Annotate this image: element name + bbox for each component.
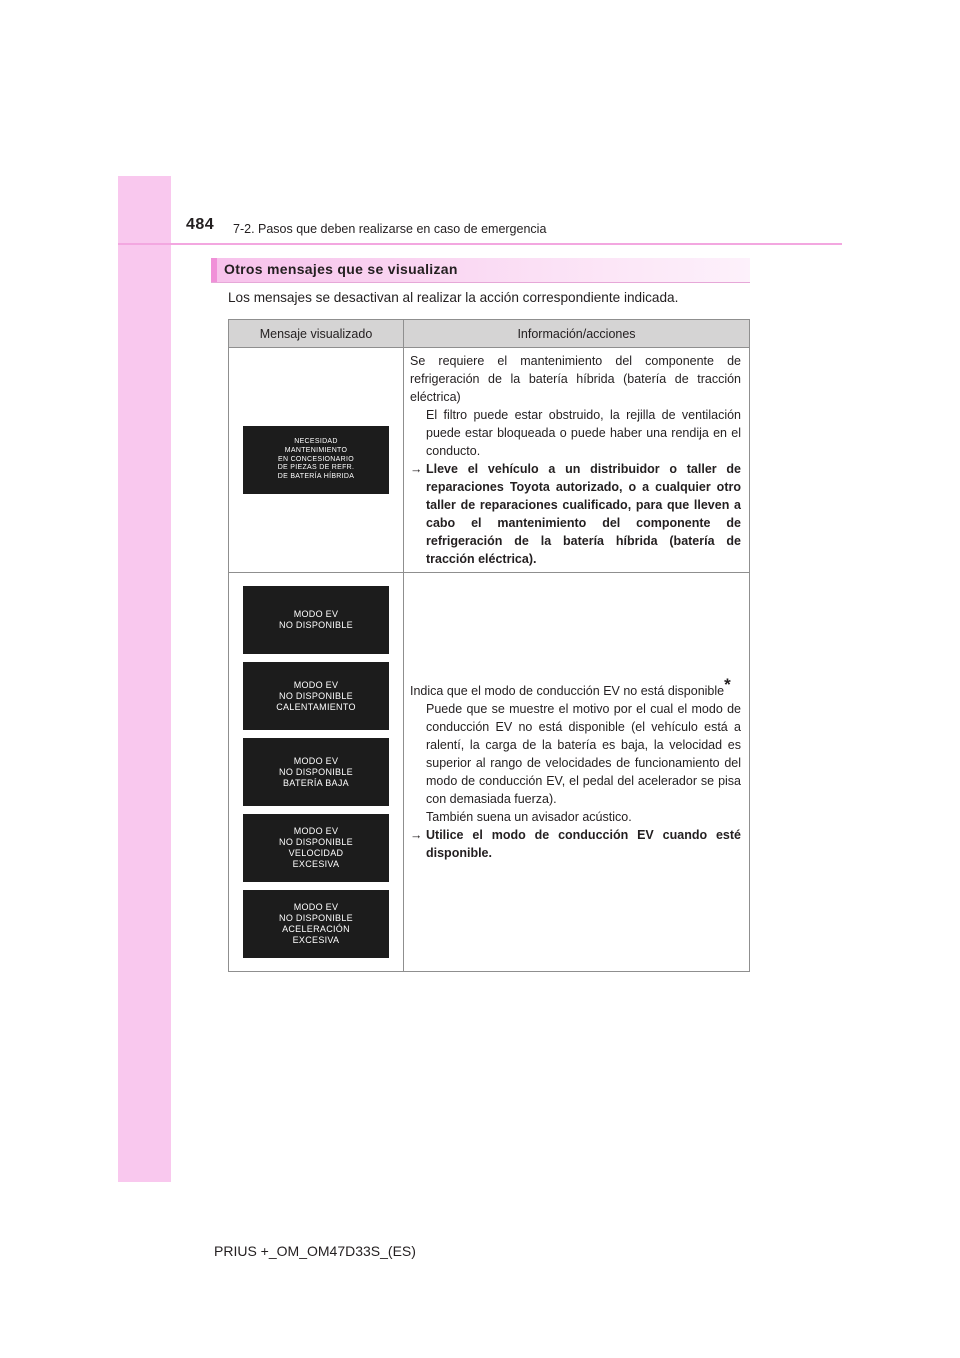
message-display-cell <box>229 573 404 972</box>
arrow-icon: → <box>410 828 423 842</box>
info-text: Se requiere el mantenimiento del componente de refrigeración de la batería híbrida (batería de tracción eléctrica) <box>410 354 741 404</box>
info-text-wrap <box>410 674 741 700</box>
table-row <box>229 348 750 573</box>
action-item <box>410 460 741 568</box>
message-display-cell <box>229 348 404 573</box>
section-intro: Los mensajes se desactivan al realizar la acción correspondiente indicada. <box>228 290 679 305</box>
display-message-image: MODO EV NO DISPONIBLE BATERÍA BAJA <box>243 738 389 806</box>
header-divider <box>118 243 842 245</box>
footnote-mark: * <box>724 674 731 694</box>
column-header-info: Información/acciones <box>404 320 750 348</box>
display-message-image: NECESIDAD MANTENIMIENTO EN CONCESIONARIO DE PIEZAS DE REFR. DE BATERÍA HÍBRIDA <box>243 426 389 494</box>
display-message-image: MODO EV NO DISPONIBLE <box>243 586 389 654</box>
info-detail-2: También suena un avisador acústico. <box>426 810 632 824</box>
display-message-image: MODO EV NO DISPONIBLE ACELERACIÓN EXCESIVA <box>243 890 389 958</box>
chapter-title: 7-2. Pasos que deben realizarse en caso de emergencia <box>233 222 547 236</box>
column-header-message: Mensaje visualizado <box>229 320 404 348</box>
info-text: Indica que el modo de conducción EV no está disponible <box>410 684 725 698</box>
info-cell <box>404 573 750 972</box>
table-row <box>229 573 750 972</box>
action-item <box>410 826 741 862</box>
messages-table <box>228 319 750 972</box>
info-detail: El filtro puede estar obstruido, la rejilla de ventilación puede estar bloqueada o puede haber una rendija en el conducto. <box>426 408 741 458</box>
display-message-stack <box>229 576 403 968</box>
footer-model-code: PRIUS +_OM_OM47D33S_(ES) <box>214 1243 416 1259</box>
section-title: Otros mensajes que se visualizan <box>224 261 458 277</box>
section-heading-bar <box>211 258 750 283</box>
table-header-row <box>229 320 750 348</box>
display-message-image: MODO EV NO DISPONIBLE VELOCIDAD EXCESIVA <box>243 814 389 882</box>
info-cell <box>404 348 750 573</box>
action-text: Utilice el modo de conducción EV cuando esté disponible. <box>426 828 741 860</box>
action-text: Lleve el vehículo a un distribuidor o taller de reparaciones Toyota autorizado, o a cualquier otro taller de reparaciones cualificado, para que lleven a cabo el mantenimiento del componente de refrigeración de la batería híbrida (batería de tracción eléctrica). <box>426 462 741 566</box>
arrow-icon: → <box>410 462 423 476</box>
page-number: 484 <box>186 216 215 233</box>
display-message-image: MODO EV NO DISPONIBLE CALENTAMIENTO <box>243 662 389 730</box>
info-detail: Puede que se muestre el motivo por el cual el modo de conducción EV no está disponible (el vehículo está a ralentí, la carga de la batería es baja, la velocidad es superior al rango de velocidades de funcionamiento del modo de conducción EV, el pedal del acelerador se pisa con demasiada fuerza). <box>426 702 741 806</box>
side-band <box>118 176 171 1182</box>
section-heading-accent <box>211 258 217 282</box>
